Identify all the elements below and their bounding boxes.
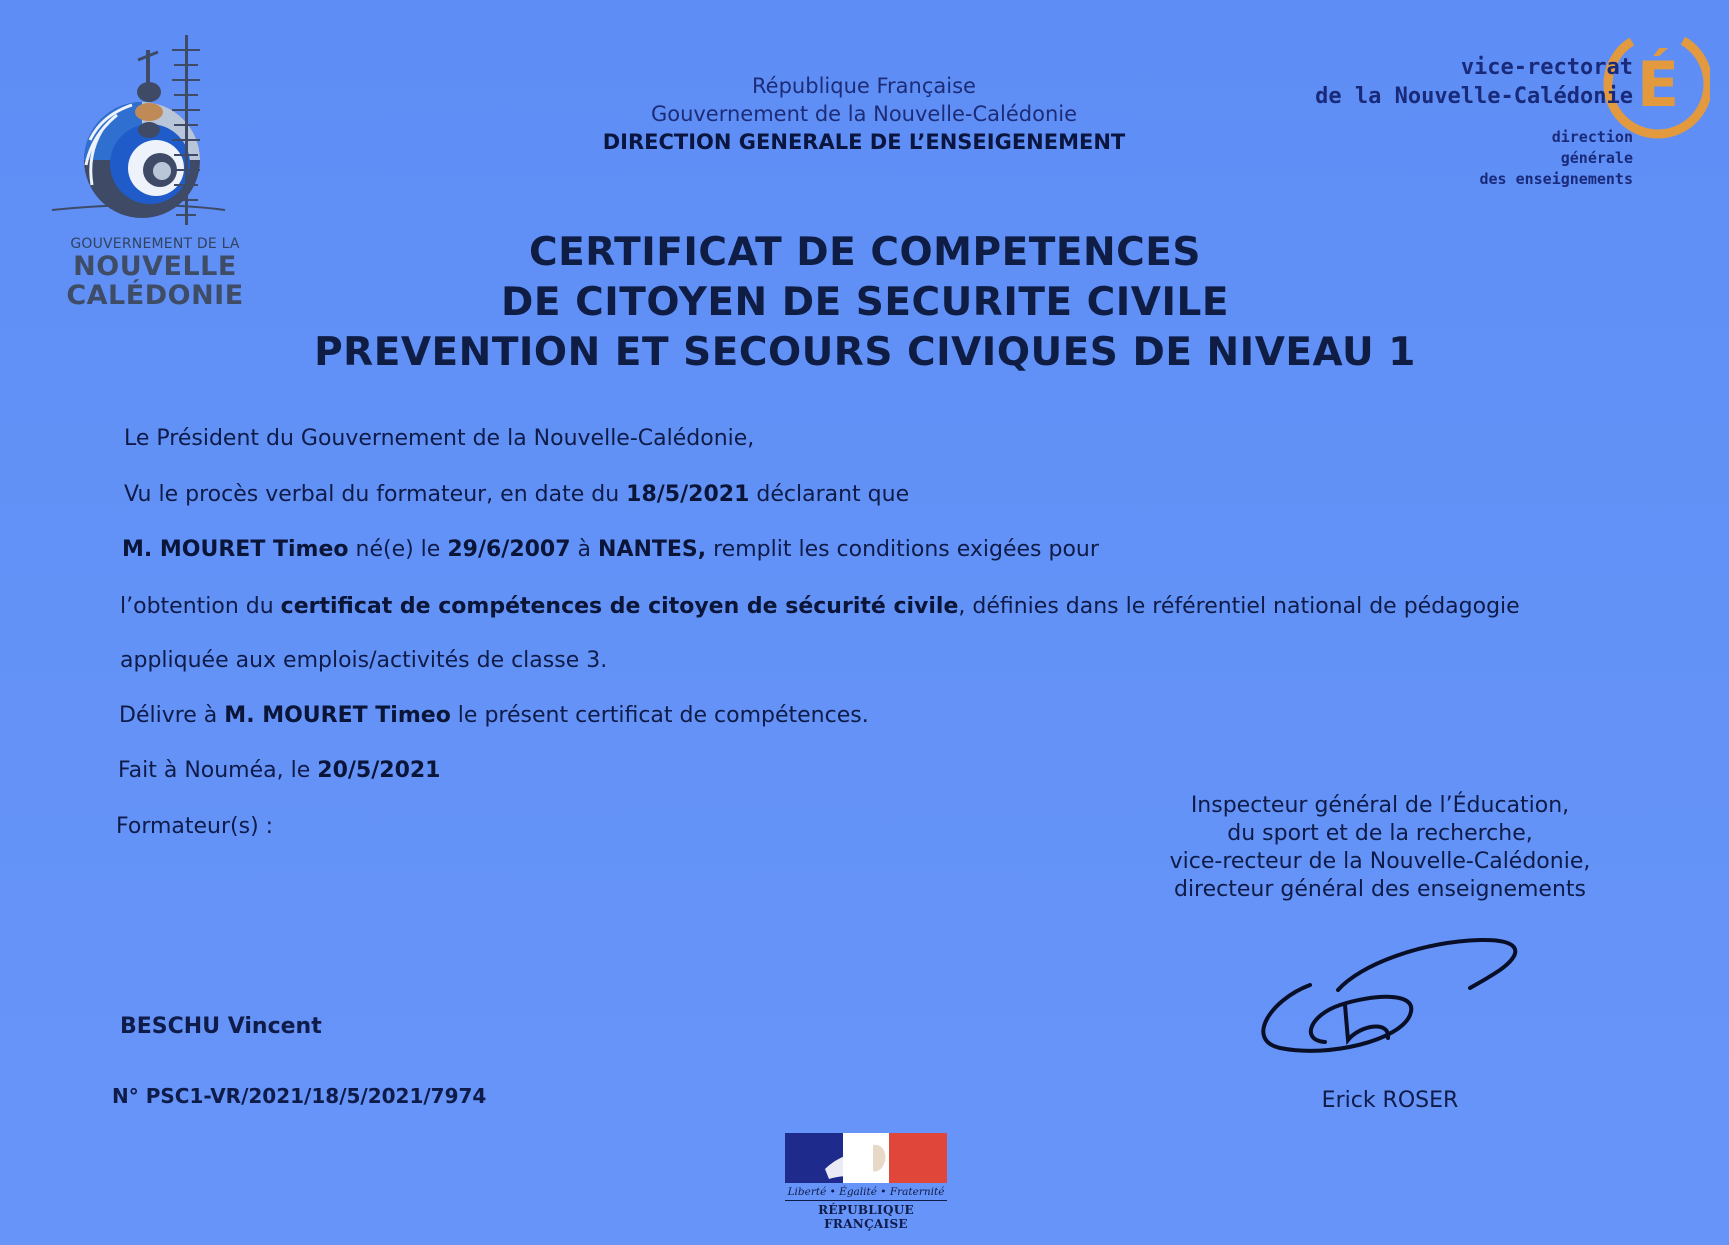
vr-line3: direction [1551,128,1633,146]
certificate-name: certificat de compétences de citoyen de sécurité civile [280,594,959,619]
marianne-motto: Liberté • Égalité • Fraternité [787,1186,945,1198]
deliver-name: M. MOURET Timeo [224,703,451,728]
pv-date: 18/5/2021 [626,482,750,507]
title-line2: DE CITOYEN DE SECURITE CIVILE [501,280,1229,325]
conditions-text: remplit les conditions exigées pour [706,537,1099,562]
handwritten-signature-icon [1250,930,1530,1060]
vr-emblem-letter: É [1636,48,1680,121]
obtention-suffix: , définies dans le référentiel national de pédagogie [958,594,1520,619]
place-prefix: Fait à Nouméa, le [118,758,318,783]
signatory-title-line3: vice-recteur de la Nouvelle-Calédonie, [1169,849,1591,874]
vr-line5: des enseignements [1479,170,1633,188]
header-line1: République Française [752,74,976,98]
president-line: Le Président du Gouvernement de la Nouvelle-Calédonie, [124,426,755,451]
vr-line1: vice-rectorat [1460,55,1633,80]
document-header [460,72,1268,156]
title-line3: PREVENTION ET SECOURS CIVIQUES DE NIVEAU 1 [314,330,1416,375]
born-at: à [570,537,599,562]
gov-logo-line2: NOUVELLE [73,251,237,282]
obtention-line [120,594,1520,619]
signatory-title [1140,792,1620,904]
marianne-logo-icon [785,1133,947,1183]
title-line1: CERTIFICAT DE COMPETENCES [529,230,1201,275]
place-date-line [118,758,441,783]
deliver-suffix: le présent certificat de compétences. [450,703,869,728]
issue-date: 20/5/2021 [317,758,441,783]
pv-suffix: déclarant que [749,482,910,507]
birth-place: NANTES, [598,537,707,562]
gov-logo-line3: CALÉDONIE [66,280,244,311]
candidate-line [122,537,1099,562]
certificate-title [260,228,1470,378]
deliver-prefix: Délivre à [119,703,225,728]
vr-line2: de la Nouvelle-Calédonie [1315,84,1633,109]
signatory-title-line1: Inspecteur général de l’Éducation, [1190,793,1570,818]
gov-logo-text [55,236,255,310]
marianne-republique: RÉPUBLIQUE FRANÇAISE [818,1203,914,1231]
formateurs-label: Formateur(s) : [116,814,274,839]
applied-line: appliquée aux emplois/activités de classe 3. [120,648,608,673]
trainer-name: BESCHU Vincent [120,1014,322,1039]
header-line2: Gouvernement de la Nouvelle-Calédonie [650,102,1078,126]
signatory-title-line4: directeur général des enseignements [1173,877,1586,902]
candidate-name: M. MOURET Timeo [122,537,349,562]
marianne-divider [785,1200,947,1201]
obtention-prefix: l’obtention du [120,594,281,619]
birth-date: 29/6/2007 [447,537,571,562]
vr-line4: générale [1560,149,1633,167]
pv-prefix: Vu le procès verbal du formateur, en date du [124,482,627,507]
born-prefix: né(e) le [348,537,448,562]
deliver-line [119,703,869,728]
gov-logo-line1: GOUVERNEMENT DE LA [70,236,240,252]
certificate-number: N° PSC1-VR/2021/18/5/2021/7974 [112,1084,487,1108]
signatory-title-line2: du sport et de la recherche, [1227,821,1533,846]
pv-line [124,482,909,507]
header-line3: DIRECTION GENERALE DE L’ENSEIGENEMENT [602,130,1126,154]
signatory-name: Erick ROSER [1321,1088,1459,1113]
